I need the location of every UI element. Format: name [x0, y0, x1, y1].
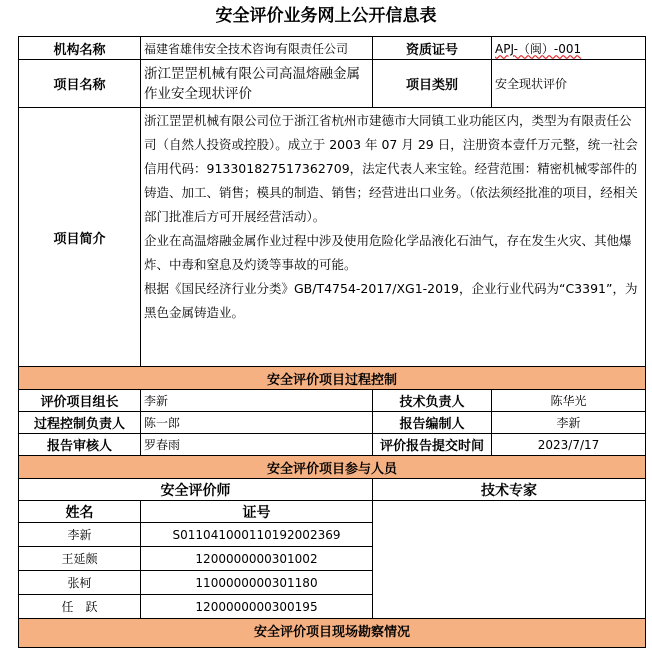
category-value: 安全现状评价: [492, 60, 646, 108]
next-section-row: [19, 619, 646, 648]
process-row-2: [19, 412, 646, 434]
intro-row: [19, 108, 646, 367]
intro-text: [141, 108, 646, 367]
participant-cert: 1100000000301180: [141, 571, 373, 595]
assessor-header: 安全评价师: [19, 479, 373, 501]
cert-value-text: APJ-（闽）-001: [495, 41, 582, 56]
cert-value: [492, 37, 646, 60]
tech-label: 技术负责人: [373, 390, 492, 412]
org-value: 福建省雄伟安全技术咨询有限责任公司: [141, 37, 373, 60]
participant-name: 张柯: [19, 571, 141, 595]
expert-header: 技术专家: [373, 479, 646, 501]
participants-header-row: [19, 479, 646, 501]
participants-col-header-row: [19, 501, 646, 523]
project-label: 项目名称: [19, 60, 141, 108]
participant-cert: 1200000000300195: [141, 595, 373, 619]
reviewer-label: 报告审核人: [19, 434, 141, 456]
cert-label: 资质证号: [373, 37, 492, 60]
leader-value: 李新: [141, 390, 373, 412]
leader-label: 评价项目组长: [19, 390, 141, 412]
process-section-row: [19, 367, 646, 390]
control-label: 过程控制负责人: [19, 412, 141, 434]
participant-cert: 1200000000301002: [141, 547, 373, 571]
disclosure-table: [18, 36, 646, 648]
process-row-1: [19, 390, 646, 412]
category-label: 项目类别: [373, 60, 492, 108]
participant-name: 李新: [19, 523, 141, 547]
participants-section-title: 安全评价项目参与人员: [19, 456, 646, 479]
submit-value: 2023/7/17: [492, 434, 646, 456]
org-label: 机构名称: [19, 37, 141, 60]
next-section-title: 安全评价项目现场勘察情况: [19, 619, 646, 648]
project-value: 浙江罡罡机械有限公司高温熔融金属作业安全现状评价: [141, 60, 373, 108]
cert-column-header: 证号: [141, 501, 373, 523]
writer-label: 报告编制人: [373, 412, 492, 434]
name-column-header: 姓名: [19, 501, 141, 523]
intro-paragraph-2: 企业在高温熔融金属作业过程中涉及使用危险化学品液化石油气，存在发生火灾、其他爆炸、中毒和窒息及灼烫等事故的可能。: [144, 233, 632, 272]
intro-paragraph-3: 根据《国民经济行业分类》GB/T4754-2017/XG1-2019，企业行业代码为“C3391”，为黑色金属铸造业。: [144, 281, 638, 320]
participant-name: 任 跃: [19, 595, 141, 619]
control-value: 陈一郎: [141, 412, 373, 434]
process-row-3: [19, 434, 646, 456]
writer-value: 李新: [492, 412, 646, 434]
reviewer-value: 罗春雨: [141, 434, 373, 456]
tech-value: 陈华光: [492, 390, 646, 412]
participants-section-row: [19, 456, 646, 479]
expert-cell: [373, 501, 646, 619]
org-row: [19, 37, 646, 60]
process-section-title: 安全评价项目过程控制: [19, 367, 646, 390]
project-row: [19, 60, 646, 108]
participant-name: 王延颇: [19, 547, 141, 571]
participant-cert: S011041000110192002369: [141, 523, 373, 547]
intro-label: 项目简介: [19, 108, 141, 367]
submit-label: 评价报告提交时间: [373, 434, 492, 456]
page-title: 安全评价业务网上公开信息表: [215, 6, 437, 26]
intro-paragraph-1: 浙江罡罡机械有限公司位于浙江省杭州市建德市大同镇工业功能区内，类型为有限责任公司（自然人投资或控股）。成立于 2003 年 07 月 29 日，注册资本壹仟万元整，统一社会信用代码：913301827517362709，法定代表人来宝铨。经营范围：精密机械零部件的铸造、加工、销售；模具的制造、销售；经营进出口业务。（依法须经批准的项目，经相关部门批准后方可开展经营活动）。: [144, 113, 638, 224]
